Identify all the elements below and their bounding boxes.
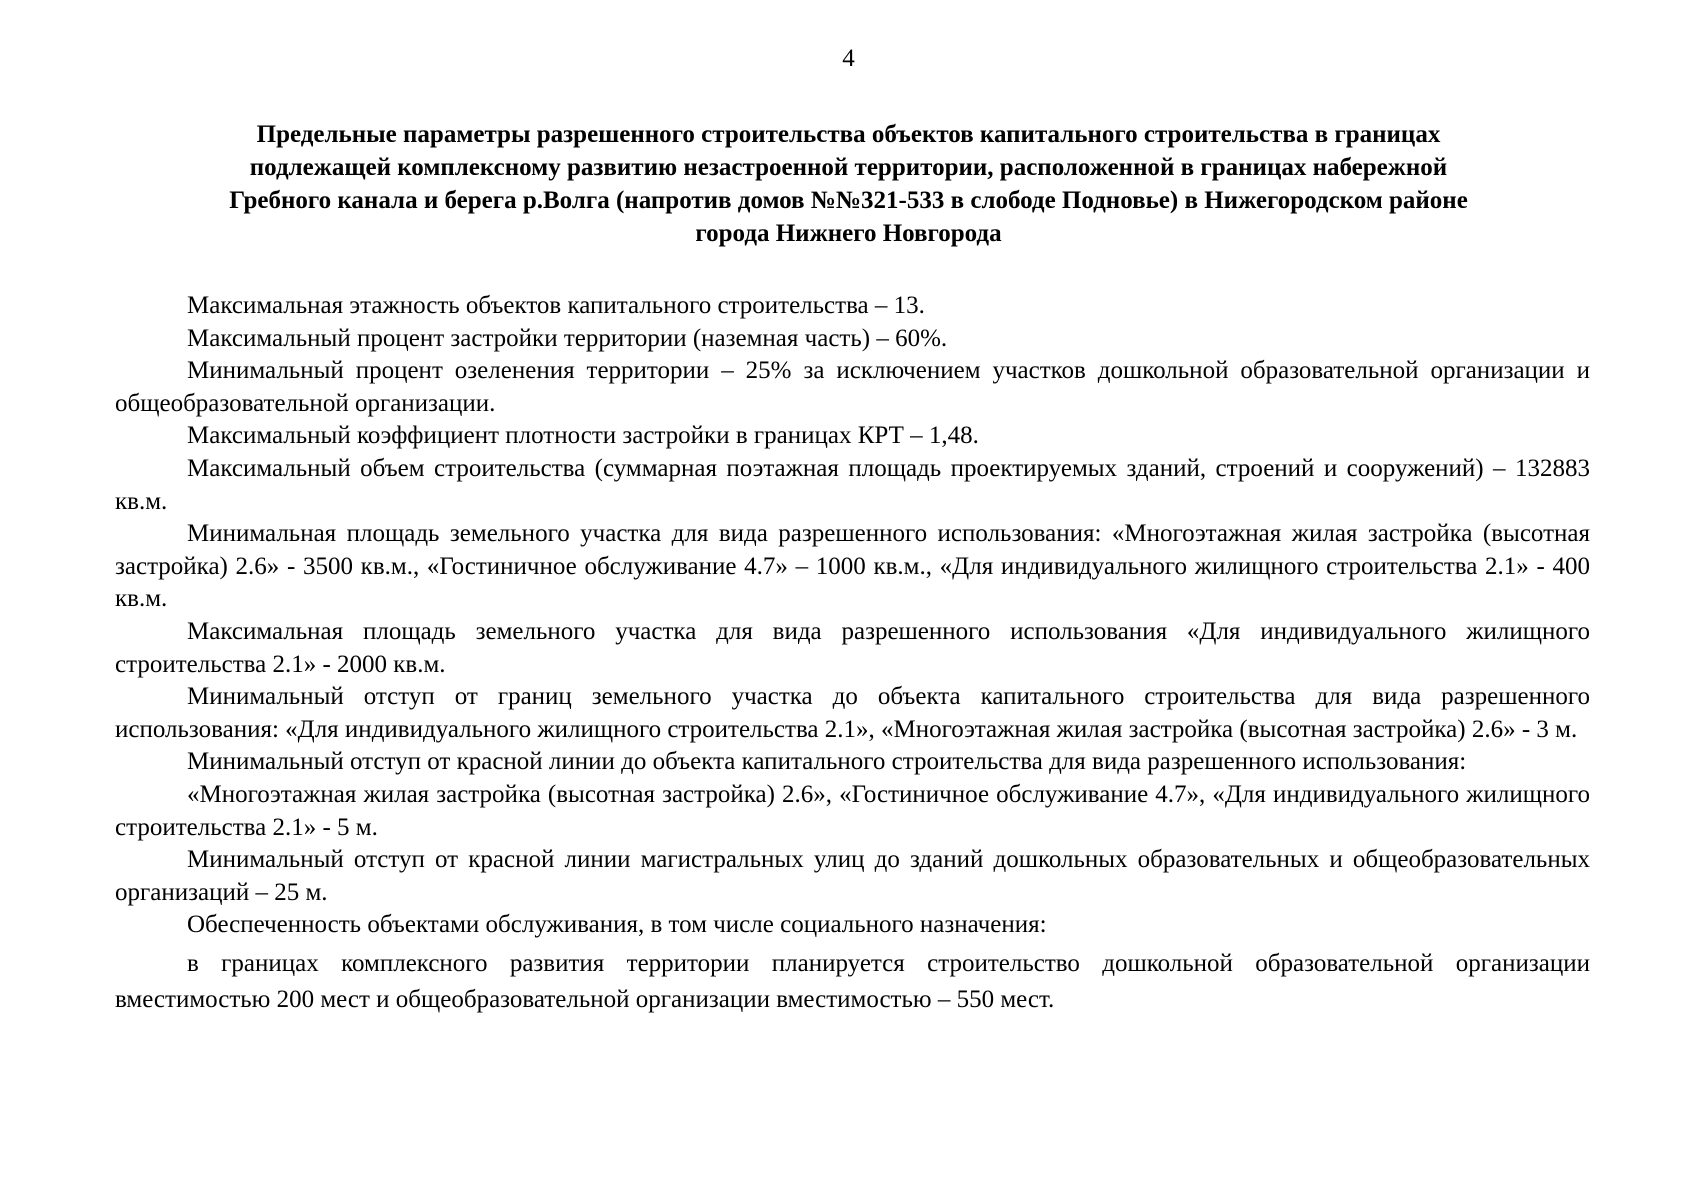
document-body [115,290,1590,1018]
param-min-red-line-setback: Минимальный отступ от красной линии до объекта капитального строительства для вида разрешенного использования: [187,748,1467,776]
param-min-plot-area: Минимальная площадь земельного участка для вида разрешенного использования: «Многоэтажная жилая застройка (высотная застройка) 2.6» - 3500 кв.м., «Гостиничное обслуживание 4.7» – 1000 кв.м., «Для индивидуального жилищного строительства 2.1» - 400 кв.м. [115,520,1590,613]
document-title-line: подлежащей комплексному развитию незастроенной территории, расположенной в границах набережной [249,154,1448,181]
param-red-line-setback-uses: «Многоэтажная жилая застройка (высотная застройка) 2.6», «Гостиничное обслуживание 4.7», «Для индивидуального жилищного строительства 2.1» - 5 м. [115,780,1590,841]
document-title [130,118,1567,250]
param-social-facilities-plan: в границах комплексного развития территории планируется строительство дошкольной образовательной организации вместимостью 200 мест и общеобразовательной организации вместимостью – 550 мест. [115,949,1590,1013]
param-max-density-ratio: Максимальный коэффициент плотности застройки в границах КРТ – 1,48. [187,422,979,450]
param-max-floors: Максимальная этажность объектов капитального строительства – 13. [187,292,925,319]
document-title-line: города Нижнего Новгорода [695,220,1002,247]
param-max-plot-area: Максимальная площадь земельного участка для вида разрешенного использования «Для индивидуального жилищного строительства 2.1» - 2000 кв.м. [115,617,1590,678]
param-min-greenery-percent: Минимальный процент озеленения территории – 25% за исключением участков дошкольной образовательной организации и общеобразовательной организации. [115,357,1590,417]
param-min-plot-setback: Минимальный отступ от границ земельного участка до объекта капитального строительства для вида разрешенного использования: «Для индивидуального жилищного строительства 2.1», «Многоэтажная жилая застройка (высотная застройка) 2.6» - 3 м. [115,683,1590,743]
page-number: 4 [842,45,855,72]
param-services-provision: Обеспеченность объектами обслуживания, в том числе социального назначения: [187,911,1047,939]
param-school-setback: Минимальный отступ от красной линии магистральных улиц до зданий дошкольных образовательных и общеобразовательных организаций – 25 м. [115,846,1590,906]
document-title-line: Предельные параметры разрешенного строительства объектов капитального строительства в границах [256,121,1441,148]
document-title-line: Гребного канала и берега р.Волга (напротив домов №№321-533 в слободе Подновье) в Нижегородском районе [229,187,1468,214]
param-max-construction-volume: Максимальный объем строительства (суммарная поэтажная площадь проектируемых зданий, строений и сооружений) – 132883 кв.м. [115,454,1590,515]
param-max-built-percent: Максимальный процент застройки территории (наземная часть) – 60%. [187,324,948,352]
